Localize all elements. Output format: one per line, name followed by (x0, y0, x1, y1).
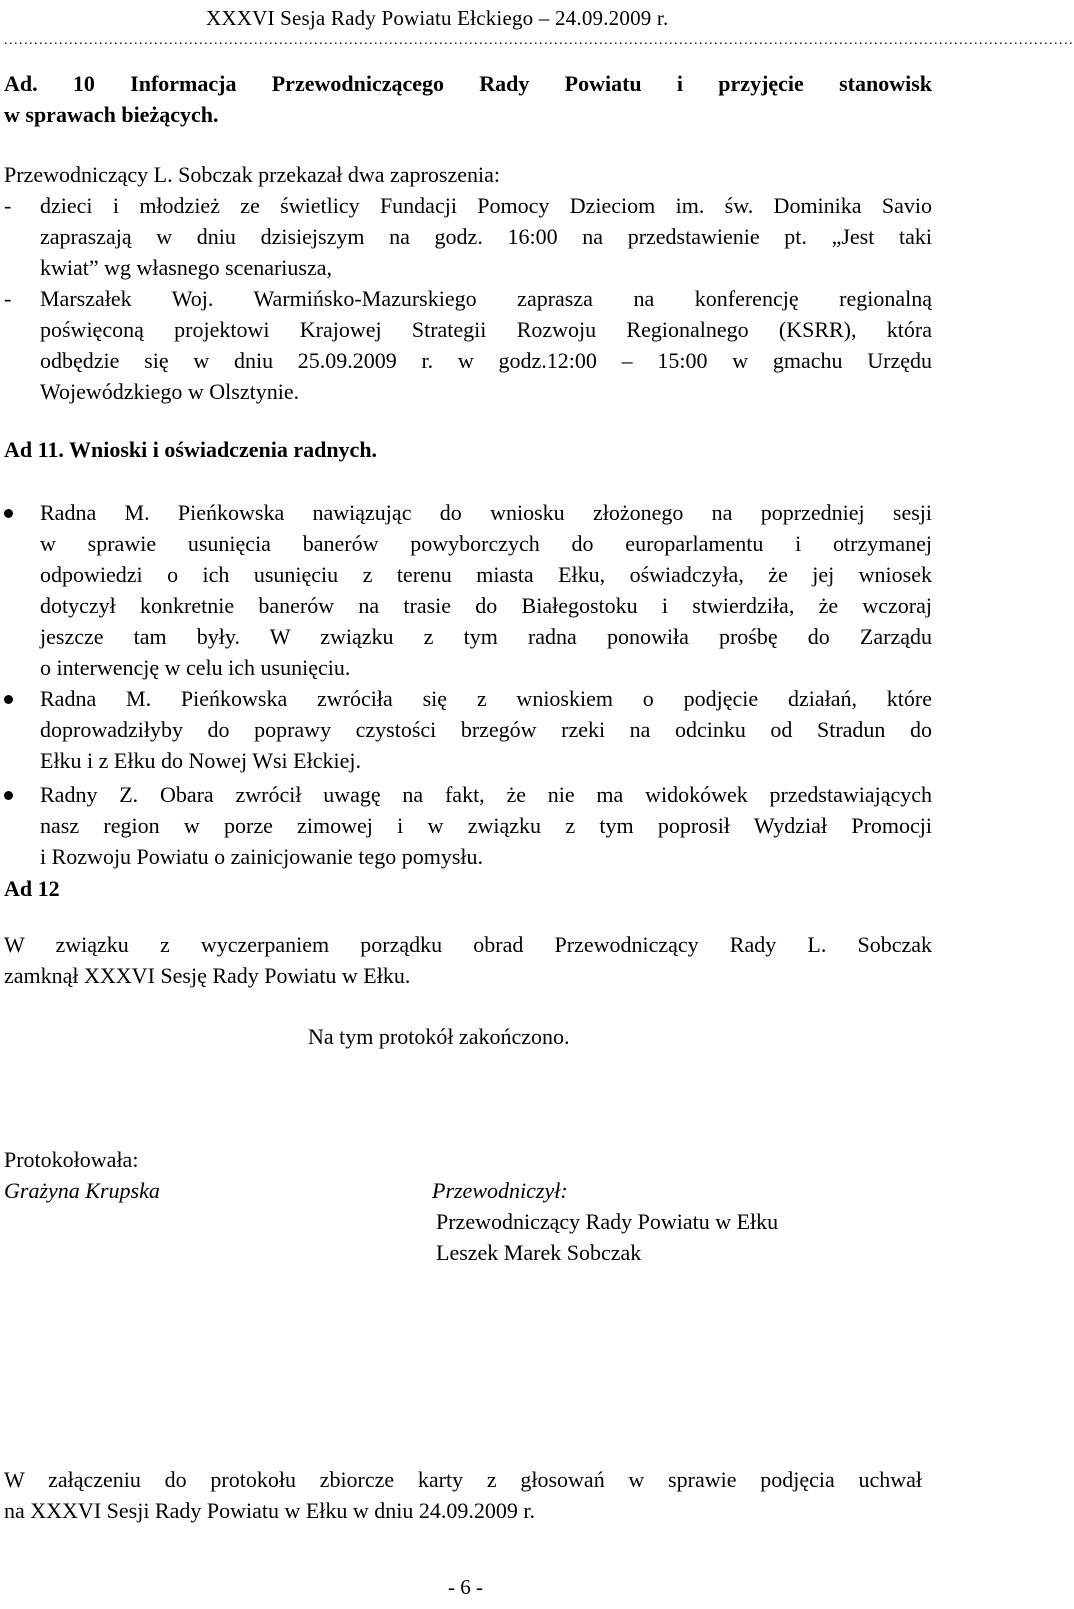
item-line: Marszałek Woj. Warmińsko-Mazurskiego zaprasza na konferencję regionalną (40, 286, 932, 311)
item-line: poświęconą projektowi Krajowej Strategii Rozwoju Regionalnego (KSRR), która (40, 317, 932, 342)
attachment-note (4, 1464, 922, 1526)
invitation-item (4, 283, 932, 407)
statement-line: Radny Z. Obara zwrócił uwagę na fakt, że nie ma widokówek przedstawiających (40, 782, 932, 807)
statement-line: Radna M. Pieńkowska zwróciła się z wnioskiem o podjęcie działań, które (40, 686, 932, 711)
item-line: dzieci i młodzież ze świetlicy Fundacji Pomocy Dzieciom im. św. Dominika Savio (40, 193, 932, 218)
protocol-label: Protokołowała: (4, 1147, 139, 1172)
item-line: odbędzie się w dniu 25.09.2009 r. w godz.12:00 – 15:00 w gmachu Urzędu (40, 348, 932, 373)
ad10-heading-line: w sprawach bieżących. (4, 102, 219, 127)
item-line: zapraszają w dniu dzisiejszym na godz. 16:00 na przedstawienie pt. „Jest taki (40, 224, 932, 249)
ad12-heading: Ad 12 (4, 876, 60, 901)
bullet-marker (4, 791, 13, 800)
statement-item (4, 779, 932, 872)
attachment-line: W załączeniu do protokołu zbiorcze karty z głosowań w sprawie podjęcia uchwał (4, 1467, 922, 1492)
statement-line: odpowiedzi o ich usunięciu z terenu miasta Ełku, oświadczyła, że jej wniosek (40, 562, 932, 587)
statement-line: Radna M. Pieńkowska nawiązując do wniosku złożonego na poprzedniej sesji (40, 500, 932, 525)
header-dotted-rule: ...................................................................................................................................................................................................................... (4, 33, 1074, 48)
bullet-marker (4, 509, 13, 518)
invitation-item (4, 190, 932, 283)
dash-marker: - (4, 286, 12, 311)
statement-line: Ełku i z Ełku do Nowej Wsi Ełckiej. (40, 748, 361, 773)
running-header: XXXVI Sesja Rady Powiatu Ełckiego – 24.09.2009 r. (206, 6, 669, 30)
statement-line: o interwencję w celu ich usunięciu. (40, 655, 351, 680)
chair-title: Przewodniczący Rady Powiatu w Ełku (436, 1209, 779, 1234)
statement-item (4, 683, 932, 776)
statement-line: dotyczył konkretnie banerów na trasie do Białegostoku i stwierdziła, że wczoraj (40, 593, 932, 618)
item-line: kwiat” wg własnego scenariusza, (40, 255, 333, 280)
ad12-text (4, 929, 932, 991)
statement-item (4, 497, 932, 683)
bullet-marker (4, 695, 13, 704)
chair-label: Przewodniczył: (432, 1178, 568, 1203)
ad10-heading-line: Ad. 10 Informacja Przewodniczącego Rady Powiatu i przyjęcie stanowisk (4, 71, 932, 96)
statement-line: jeszcze tam były. W związku z tym radna ponowiła prośbę do Zarządu (40, 624, 932, 649)
page-number: - 6 - (448, 1575, 483, 1599)
ad10-intro: Przewodniczący L. Sobczak przekazał dwa zaproszenia: (4, 162, 500, 187)
statement-line: i Rozwoju Powiatu o zainicjowanie tego pomysłu. (40, 844, 483, 869)
statement-line: w sprawie usunięcia banerów powyborczych do europarlamentu i otrzymanej (40, 531, 932, 556)
statement-line: doprowadziłyby do poprawy czystości brzegów rzeki na odcinku od Stradun do (40, 717, 932, 742)
ad12-line: zamknął XXXVI Sesję Rady Powiatu w Ełku. (4, 963, 411, 988)
protocol-name: Grażyna Krupska (4, 1178, 160, 1203)
statement-line: nasz region w porze zimowej i w związku z tym poprosił Wydział Promocji (40, 813, 932, 838)
chair-name: Leszek Marek Sobczak (436, 1240, 642, 1265)
ad11-heading: Ad 11. Wnioski i oświadczenia radnych. (4, 437, 378, 462)
ad12-line: W związku z wyczerpaniem porządku obrad Przewodniczący Rady L. Sobczak (4, 932, 932, 957)
ad10-heading (4, 68, 932, 130)
dash-marker: - (4, 193, 12, 218)
item-line: Wojewódzkiego w Olsztynie. (40, 379, 300, 404)
closing-statement: Na tym protokół zakończono. (308, 1024, 570, 1049)
attachment-line: na XXXVI Sesji Rady Powiatu w Ełku w dniu 24.09.2009 r. (4, 1498, 536, 1523)
